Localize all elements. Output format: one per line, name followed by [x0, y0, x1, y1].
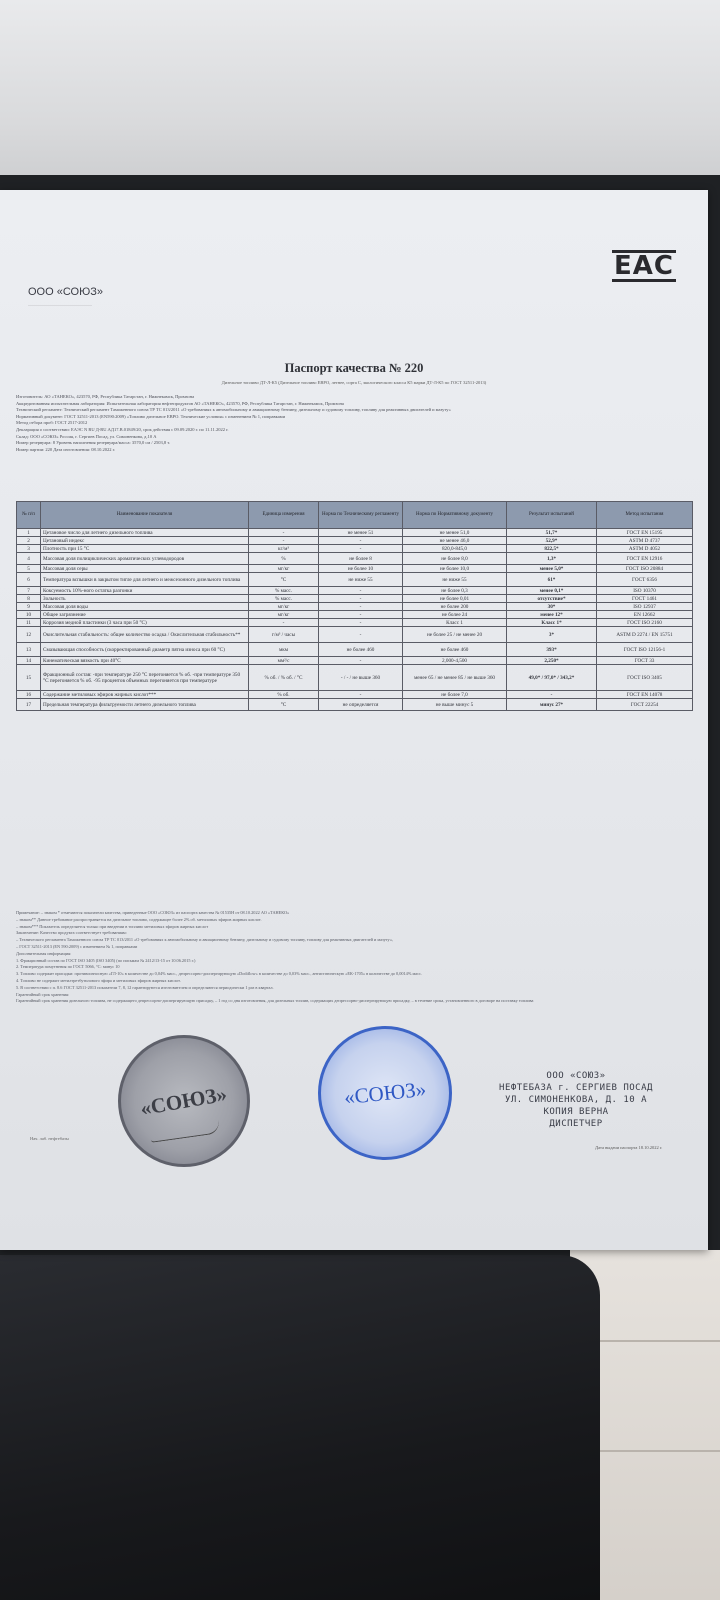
row-tr-norm: не более 460 — [319, 643, 403, 657]
stamp-line: КОПИЯ ВЕРНА — [543, 1107, 609, 1117]
row-nd-norm: Класс 1 — [403, 619, 507, 627]
company-address-line: ................................................................ — [28, 302, 92, 307]
row-name: Массовая доля серы — [41, 565, 249, 573]
info-line: Номер партии: 220 Дата изготовления: 08.10.2022 г. — [16, 446, 116, 452]
row-nd-norm: не более 8,0 — [403, 553, 507, 565]
info-line: Номер резервуара: 8 Уровень наполнения резервуара/масса: 3570,0 см / 2503,8 т. — [16, 440, 171, 446]
row-nd-norm: не менее 46,0 — [403, 537, 507, 545]
row-nd-norm: не выше минус 5 — [403, 699, 507, 711]
row-method: EN 12662 — [597, 611, 693, 619]
document-subtitle: Дизельное топливо ДТ-Л-К5 (Дизельное топливо ЕВРО, летнее, сорта С, экологического класса К5 марки ДТ-Л-К5 по ГОСТ 32511-2013) — [221, 380, 487, 385]
row-unit: °С — [249, 699, 319, 711]
col-header-unit: Единица измерения — [249, 502, 319, 529]
row-unit: °С — [249, 573, 319, 587]
row-tr-norm: не определяется — [319, 699, 403, 711]
row-method: ГОСТ ISO 12156-1 — [597, 643, 693, 657]
row-result: менее 12* — [507, 611, 597, 619]
info-line: Метод отбора проб: ГОСТ 2517-2012 — [16, 420, 88, 426]
row-nd-norm: не более 0,01 — [403, 595, 507, 603]
row-tr-norm: - — [319, 537, 403, 545]
row-result: 2,250* — [507, 657, 597, 665]
issue-date: Дата выдачи паспорта 18.10.2022 г. — [595, 1145, 663, 1150]
row-tr-norm: не более 8 — [319, 553, 403, 565]
row-nd-norm: менее 65 / не менее 85 / не выше 360 — [403, 665, 507, 691]
row-number: 10 — [17, 611, 41, 619]
row-name: Коксуемость 10%-ного остатка разгонки — [41, 587, 249, 595]
row-name: Содержание метиловых эфиров жирных кислот*** — [41, 691, 249, 699]
table-row — [17, 699, 693, 711]
row-nd-norm: не более 10,0 — [403, 565, 507, 573]
row-unit: мг/кг — [249, 565, 319, 573]
row-number: 6 — [17, 573, 41, 587]
row-nd-norm: не более 25 / не менее 20 — [403, 627, 507, 643]
row-result: 51,7* — [507, 529, 597, 537]
table-row — [17, 643, 693, 657]
row-method: ГОСТ 1461 — [597, 595, 693, 603]
row-result: 30* — [507, 603, 597, 611]
row-number: 1 — [17, 529, 41, 537]
stamp-text: «СОЮЗ» — [342, 1076, 428, 1109]
fabric-background — [0, 1255, 600, 1600]
table-header-row — [17, 502, 693, 529]
row-unit: % масс. — [249, 595, 319, 603]
row-number: 3 — [17, 545, 41, 553]
row-result: 61* — [507, 573, 597, 587]
row-method: ASTM D 4052 — [597, 545, 693, 553]
row-number: 15 — [17, 665, 41, 691]
row-unit: кг/м³ — [249, 545, 319, 553]
row-method: ГОСТ EN 14078 — [597, 691, 693, 699]
row-number: 4 — [17, 553, 41, 565]
row-name: Зольность — [41, 595, 249, 603]
document-title: Паспорт качества № 220 — [284, 361, 424, 375]
row-method: ГОСТ 22254 — [597, 699, 693, 711]
note-line: – Технического регламента Таможенного союза ТР ТС 013/2011 «О требованиях к автомобильному и авиационному бензину, дизельному и судовому топливу, топливу для реактивных двигателей и мазуту», — [16, 937, 394, 943]
row-result: 52,9* — [507, 537, 597, 545]
row-unit: мг/кг — [249, 611, 319, 619]
table-row — [17, 627, 693, 643]
row-tr-norm: - — [319, 691, 403, 699]
row-number: 8 — [17, 595, 41, 603]
note-line: Гарантийный срок хранения дизельного топлива, не содержащего депрессорно-диспергирующую присадку, – 1 год со дня изготовления, для дизельных топлив, содержащих депрессорно-диспергирующую присадку, – в течение срока, установленного в договоре на поставку топлива — [16, 998, 534, 1004]
info-line: Изготовитель: АО «ТАНЕКО», 423570, РФ, Республика Татарстан, г. Нижнекамск, Промзона — [16, 394, 195, 399]
table-row — [17, 619, 693, 627]
row-name: Температура вспышки в закрытом тигле для летнего и межсезонного дизельного топлива — [41, 573, 249, 587]
row-tr-norm: - — [319, 627, 403, 643]
table-row — [17, 657, 693, 665]
table-row — [17, 611, 693, 619]
stamp-line: ДИСПЕТЧЕР — [549, 1119, 603, 1129]
row-tr-norm: - — [319, 587, 403, 595]
copy-certified-stamp — [486, 1070, 666, 1130]
row-result: отсутствие* — [507, 595, 597, 603]
info-line: Декларация о соответствии: ЕАЭС N RU Д-RU.АД17.В.01849/20, срок действия с 09.09.2020 г. по 11.11.2022 г. — [16, 426, 229, 432]
stamp-line: НЕФТЕБАЗА г. СЕРГИЕВ ПОСАД — [499, 1083, 653, 1093]
col-header-tr-norm: Норма по Техническому регламенту — [319, 502, 403, 529]
row-unit: - — [249, 537, 319, 545]
round-stamp-gray — [118, 1035, 250, 1167]
row-unit: - — [249, 529, 319, 537]
notes-block — [16, 910, 696, 1005]
note-line: 4. Топливо не содержит метилтретбутилового эфира и метиловых эфиров жирных кислот. — [16, 977, 181, 983]
table-row — [17, 691, 693, 699]
note-line: 1. Фракционный состав по ГОСТ ISO 3405 (ISO 3405) (по письмам № 2412/13-15 от 10.06.2015 г.) — [16, 957, 196, 963]
row-method: ГОСТ 33 — [597, 657, 693, 665]
row-tr-norm: - — [319, 595, 403, 603]
row-name: Массовая доля воды — [41, 603, 249, 611]
round-stamp-blue — [318, 1026, 452, 1160]
table-row — [17, 595, 693, 603]
row-tr-norm: - — [319, 545, 403, 553]
row-name: Фракционный состав: -при температуре 250 °С перегоняется % об. -при температуре 350 °С перегоняется % об. -95 процентов объемных перегоняется при температуре — [41, 665, 249, 691]
row-number: 16 — [17, 691, 41, 699]
row-name: Смазывающая способность (скорректированный диаметр пятна износа при 60 °С) — [41, 643, 249, 657]
row-result: 3* — [507, 627, 597, 643]
row-number: 12 — [17, 627, 41, 643]
row-nd-norm: 820,0-845,0 — [403, 545, 507, 553]
row-unit: % масс. — [249, 587, 319, 595]
note-line: – знаком** Данное требование распространяется на дизельное топливо, содержащее более 2% об. метиловых эфиров жирных кислот. — [16, 916, 262, 922]
row-unit: % об. / % об. / °С — [249, 665, 319, 691]
row-nd-norm: не более 0,3 — [403, 587, 507, 595]
row-name: Коррозия медной пластинки (3 часа при 50 °С) — [41, 619, 249, 627]
row-name: Кинематическая вязкость при 40°С — [41, 657, 249, 665]
row-number: 14 — [17, 657, 41, 665]
info-line: Склад: ООО «СОЮЗ» Россия, г. Сергиев Посад, ул. Симоненкова, д.10 А — [16, 433, 157, 439]
stamp-text: «СОЮЗ» — [138, 1081, 229, 1120]
table-row — [17, 573, 693, 587]
row-tr-norm: - — [319, 603, 403, 611]
col-header-name: Наименование показателя — [41, 502, 249, 529]
row-result: 822,5* — [507, 545, 597, 553]
row-nd-norm: не ниже 55 — [403, 573, 507, 587]
table-row — [17, 603, 693, 611]
note-line: – знаком*** Показатель определяется только при введении в топливо метиловых эфиров жирных кислот — [16, 923, 209, 929]
row-name: Цетановый индекс — [41, 537, 249, 545]
row-result: 49,0* / 97,0* / 343,2* — [507, 665, 597, 691]
row-nd-norm: не менее 51,0 — [403, 529, 507, 537]
note-line: Примечание: – знаком * отмечаются показатели качества, приведенные ООО «СОЮЗ» из паспорта качества № 01535Н от 08.10.2022 АО «ТАНЕКО» — [16, 910, 290, 915]
row-tr-norm: - / - / не выше 360 — [319, 665, 403, 691]
row-method: ISO 10370 — [597, 587, 693, 595]
row-unit: % об. — [249, 691, 319, 699]
row-number: 5 — [17, 565, 41, 573]
row-name: Предельная температура фильтруемости летнего дизельного топлива — [41, 699, 249, 711]
row-result: - — [507, 691, 597, 699]
note-line: – ГОСТ 32511-2013 (EN 590:2009) с изменением № 1, поправками — [16, 943, 138, 949]
info-line: Аккредитованная испытательная лаборатория: Испытательная лаборатория нефтепродуктов АО «ТАНЕКО», 423570, РФ, Республика Татарстан, г. Нижнекамск, Промзона — [16, 400, 344, 406]
company-name: ООО «СОЮЗ» — [28, 286, 103, 298]
stamp-line: УЛ. СИМОНЕНКОВА, Д. 10 А — [504, 1095, 648, 1105]
row-method: ГОСТ EN 12916 — [597, 553, 693, 565]
row-unit: - — [249, 619, 319, 627]
note-line: 5. В соответствии с п. 8.6 ГОСТ 32511-2013 показатели 7, 8, 12 гарантируются изготовителем и определяются периодически 1 раз в квартал. — [16, 984, 274, 990]
note-line: 2. Температура помутнения по ГОСТ 5066, °С: минус 10 — [16, 964, 120, 970]
row-tr-norm: не ниже 55 — [319, 573, 403, 587]
row-nd-norm: не более 200 — [403, 603, 507, 611]
row-name: Окислительная стабильность: общее количество осадка / Окислительная стабильность** — [41, 627, 249, 643]
col-header-result: Результат испытаний — [507, 502, 597, 529]
note-line: 3. Топливо содержит присадки: противоизносную «ГЛ-10» в количестве до 0,04% масс., депрессорно-диспергирующую «Dodiflow» в количестве до 0,03% масс., антистатическую «ЕК-1705» в количестве до 0,0014% масс. — [16, 971, 422, 977]
row-method: ГОСТ ISO 2160 — [597, 619, 693, 627]
row-result: Класс 1* — [507, 619, 597, 627]
row-name: Плотность при 15 °С — [41, 545, 249, 553]
info-line: Технический регламент: Технический регламент Таможенного союза ТР ТС 013/2011 «О требованиях к автомобильному и авиационному бензину, дизельному и судовому топливу, топливу для реактивных двигателей и мазуту» — [16, 407, 451, 413]
row-result: 1,3* — [507, 553, 597, 565]
table-row — [17, 565, 693, 573]
stamp-line: ООО «СОЮЗ» — [546, 1071, 606, 1081]
top-sheet — [0, 0, 720, 175]
row-nd-norm: не более 460 — [403, 643, 507, 657]
table-row — [17, 537, 693, 545]
row-method: ГОСТ ISO 3405 — [597, 665, 693, 691]
quality-table — [16, 501, 693, 711]
row-unit: мг/кг — [249, 603, 319, 611]
row-tr-norm: - — [319, 619, 403, 627]
eac-mark: EAC — [614, 251, 674, 281]
row-name: Общее загрязнение — [41, 611, 249, 619]
row-tr-norm: не более 10 — [319, 565, 403, 573]
table-row — [17, 587, 693, 595]
row-nd-norm: не более 24 — [403, 611, 507, 619]
row-result: 393* — [507, 643, 597, 657]
table-row — [17, 665, 693, 691]
row-name: Массовая доля полициклических ароматических углеводородов — [41, 553, 249, 565]
row-method: ASTM D 4737 — [597, 537, 693, 545]
row-method: ISO 12937 — [597, 603, 693, 611]
col-header-number: № п/п — [17, 502, 41, 529]
row-number: 2 — [17, 537, 41, 545]
row-tr-norm: не менее 51 — [319, 529, 403, 537]
row-method: ГОСТ 6356 — [597, 573, 693, 587]
row-unit: мм²/с — [249, 657, 319, 665]
row-unit: мкм — [249, 643, 319, 657]
table-row — [17, 553, 693, 565]
row-method: ГОСТ ISO 20884 — [597, 565, 693, 573]
note-line: Гарантийный срок хранения: — [16, 991, 70, 997]
info-line: Нормативный документ: ГОСТ 32511-2013 (EN590:2009) «Топливо дизельное ЕВРО. Технические условия» с изменением № 1, поправками — [16, 413, 286, 419]
note-line: Дополнительная информация: — [16, 950, 72, 956]
row-number: 9 — [17, 603, 41, 611]
row-nd-norm: не более 7,0 — [403, 691, 507, 699]
col-header-method: Метод испытания — [597, 502, 693, 529]
row-tr-norm: - — [319, 611, 403, 619]
row-method: ГОСТ EN 15195 — [597, 529, 693, 537]
row-unit: % — [249, 553, 319, 565]
signature-label: Нач. лаб. нефтебазы — [30, 1136, 69, 1141]
row-number: 17 — [17, 699, 41, 711]
table-row — [17, 529, 693, 537]
row-number: 7 — [17, 587, 41, 595]
row-number: 13 — [17, 643, 41, 657]
row-tr-norm: - — [319, 657, 403, 665]
row-name: Цетановое число для летнего дизельного топлива — [41, 529, 249, 537]
row-number: 11 — [17, 619, 41, 627]
note-line: Заключение: Качество продукта соответствует требованиям: — [16, 930, 127, 936]
row-result: менее 0,1* — [507, 587, 597, 595]
row-result: менее 5,0* — [507, 565, 597, 573]
col-header-nd-norm: Норма по Нормативному документу — [403, 502, 507, 529]
table-row — [17, 545, 693, 553]
quality-passport-sheet — [0, 190, 708, 1250]
row-unit: г/м³ / часы — [249, 627, 319, 643]
row-result: минус 27* — [507, 699, 597, 711]
row-method: ASTM D 2274 / EN 15751 — [597, 627, 693, 643]
info-block — [16, 394, 696, 453]
row-nd-norm: 2,000-4,500 — [403, 657, 507, 665]
